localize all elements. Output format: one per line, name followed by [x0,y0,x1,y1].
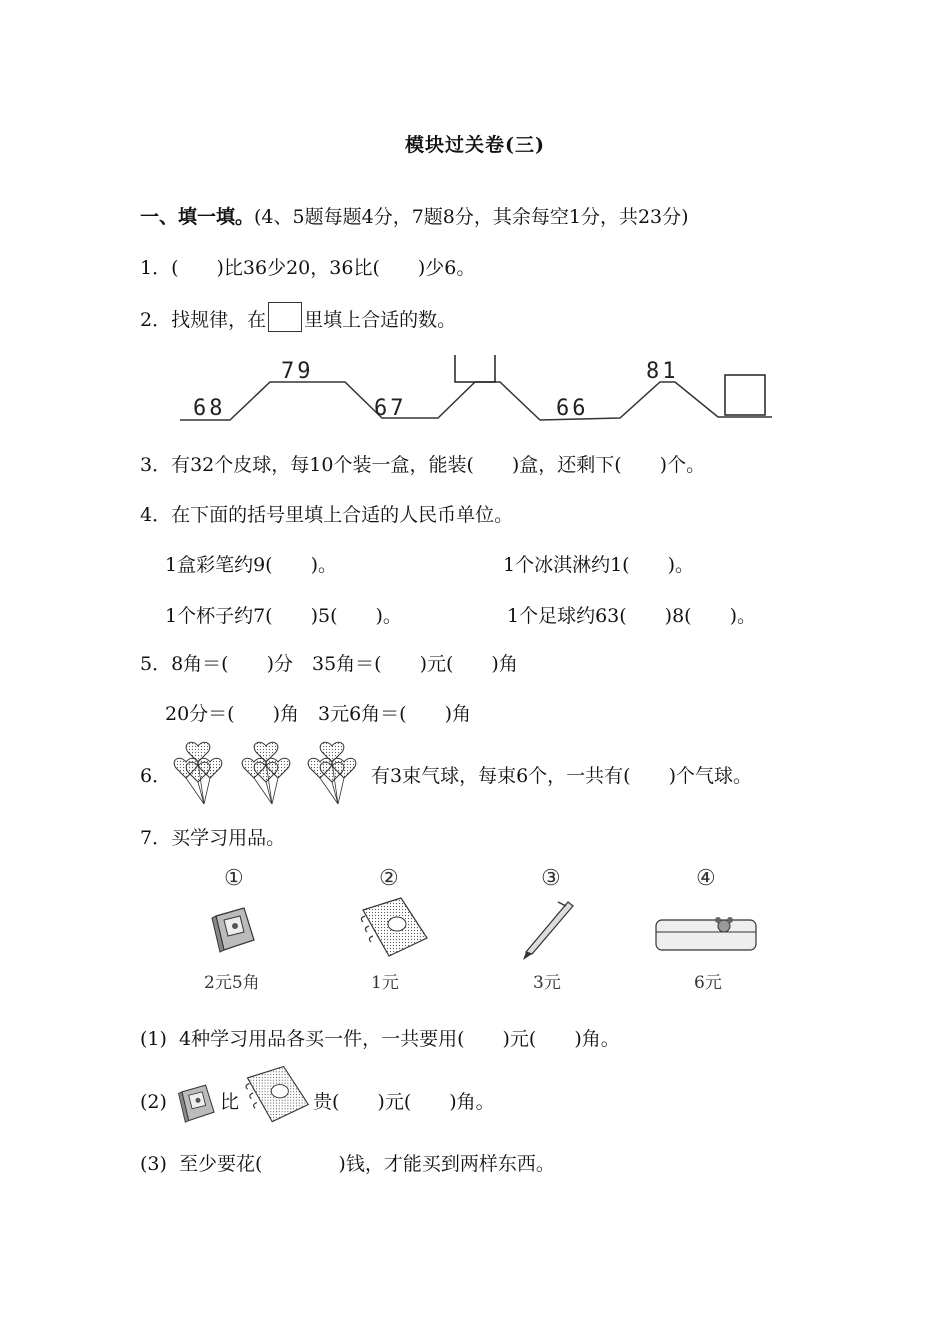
pattern-number: 66 [556,396,589,421]
question-number: 6． [140,765,172,787]
question-7 [140,826,285,850]
item-price: 6元 [694,973,722,993]
section-1-header [140,205,689,229]
q4-item: 1盒彩笔约9( )。 [165,554,338,576]
question-number: 2． [140,309,172,331]
question-text: 里填上合适的数。 [304,309,457,331]
question-text: 8角＝( )分 35角＝( )元( )角 [171,653,518,675]
pattern-answer-box[interactable] [455,355,495,382]
notebook-icon [353,896,433,960]
question-text: 在下面的括号里填上合适的人民币单位。 [171,504,514,526]
item-price: 3元 [533,973,561,993]
question-text: 有3束气球，每束6个，一共有( )个气球。 [371,765,753,787]
q4-item: 1个足球约63( )8( )。 [507,605,757,627]
sub-text: 4种学习用品各买一件，一共要用( )元( )角。 [179,1028,620,1050]
q7-sub-3 [140,1152,555,1176]
sub-text: 至少要花( )钱，才能买到两样东西。 [179,1153,555,1175]
pattern-answer-box[interactable] [725,375,765,415]
question-number: 1． [140,257,172,279]
sub-text: 比 [220,1091,240,1113]
sub-label: (1) [140,1028,167,1050]
section-heading: 一、填一填。 [140,206,255,228]
pen-icon [518,898,578,962]
question-3 [140,453,705,477]
question-5 [140,652,518,676]
question-text: 有32个皮球，每10个装一盒，能装( )盒，还剩下( )个。 [171,454,706,476]
sub-text: 贵( )元( )角。 [313,1091,495,1113]
question-number: 7． [140,827,172,849]
sub-label: (2) [140,1091,167,1113]
notebook-icon [238,1062,314,1128]
balloon-bunch-icon [172,736,372,808]
q5-line-2: 20分＝( )角 3元6角＝( )角 [165,703,472,725]
pattern-number: 79 [281,359,314,384]
question-number: 5． [140,653,172,675]
question-1 [140,256,475,280]
q4-item: 1个杯子约7( )5( )。 [165,605,402,627]
item-mark: ④ [696,866,716,891]
pattern-number: 67 [374,396,407,421]
pattern-number: 68 [193,396,226,421]
pattern-number: 81 [646,359,679,384]
question-text: ( )比36少20，36比( )少6。 [171,257,476,279]
q7-sub-1 [140,1027,620,1051]
item-price: 1元 [371,973,399,993]
question-number: 3． [140,454,172,476]
question-4 [140,503,513,527]
item-mark: ② [379,866,399,891]
page-title: 模块过关卷(三) [405,134,545,156]
question-text: 买学习用品。 [171,827,286,849]
pattern-zigzag-diagram [170,355,790,430]
question-2 [140,302,456,332]
item-mark: ① [224,866,244,891]
question-text: 找规律，在 [171,309,267,331]
item-price: 2元5角 [204,973,260,993]
pencil-case-icon [652,910,762,958]
question-number: 4． [140,504,172,526]
answer-box-icon [268,302,302,332]
sub-label: (3) [140,1153,167,1175]
q4-item: 1个冰淇淋约1( )。 [503,554,695,576]
item-mark: ③ [541,866,561,891]
section-scoring: (4、5题每题4分，7题8分，其余每空1分，共23分) [254,206,689,228]
pencil-sharpener-icon [210,902,260,954]
pencil-sharpener-icon [176,1080,220,1124]
